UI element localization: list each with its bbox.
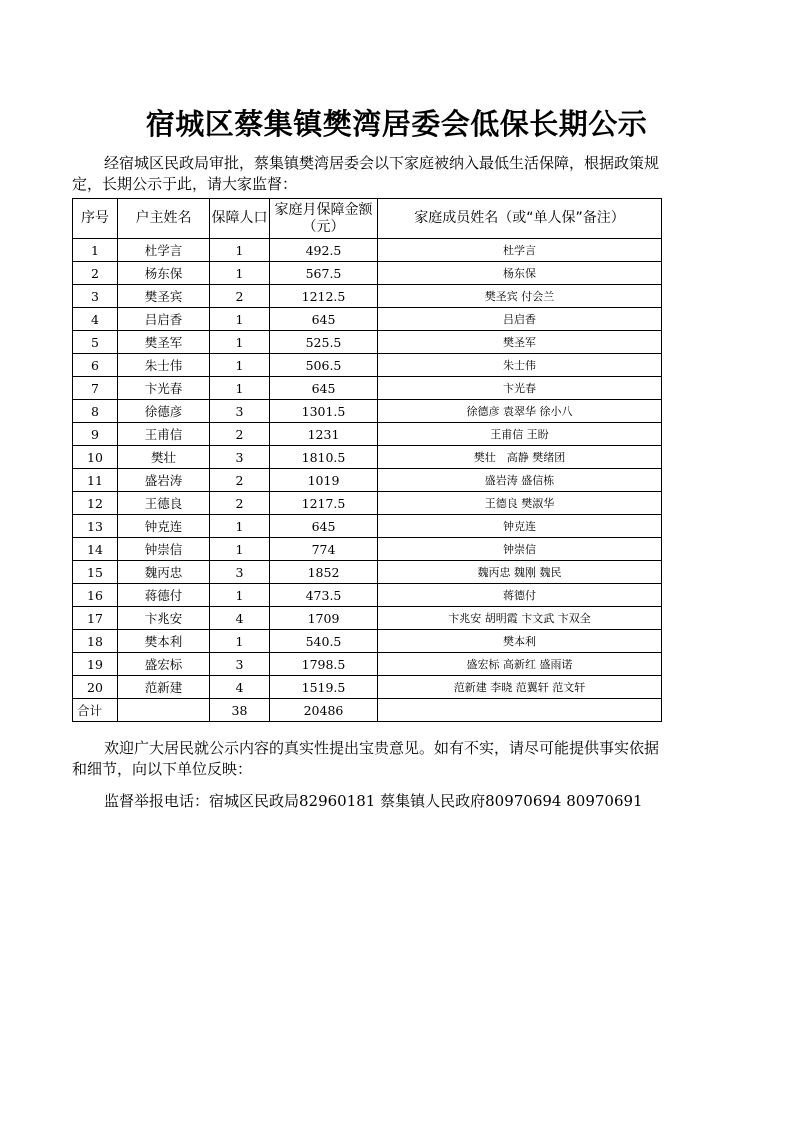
cell-members: 卞兆安 胡明霞 卞文武 卞双全: [378, 607, 662, 630]
table-row: [73, 423, 662, 446]
cell-amount: 1217.5: [270, 492, 378, 515]
table-row: [73, 331, 662, 354]
cell-amount: 1231: [270, 423, 378, 446]
table-body: [73, 239, 662, 722]
table-row: [73, 285, 662, 308]
cell-members: 杨东保: [378, 262, 662, 285]
total-label: 合计: [73, 699, 118, 722]
table-row: [73, 653, 662, 676]
table-row: [73, 492, 662, 515]
cell-people: 3: [210, 561, 270, 584]
table-row: [73, 469, 662, 492]
table-row: [73, 584, 662, 607]
cell-name: 徐德彦: [118, 400, 210, 423]
table-total-row: [73, 699, 662, 722]
cell-name: 杜学言: [118, 239, 210, 262]
total-empty-members: [378, 699, 662, 722]
cell-no: 11: [73, 469, 118, 492]
cell-members: 魏丙忠 魏刚 魏民: [378, 561, 662, 584]
cell-no: 3: [73, 285, 118, 308]
contact-line: 监督举报电话：宿城区民政局82960181 蔡集镇人民政府80970694 80970691: [104, 792, 643, 810]
cell-people: 2: [210, 492, 270, 515]
table-row: [73, 607, 662, 630]
cell-name: 盛岩涛: [118, 469, 210, 492]
cell-name: 钟克连: [118, 515, 210, 538]
total-people: 38: [210, 699, 270, 722]
cell-people: 1: [210, 262, 270, 285]
cell-members: 卞光春: [378, 377, 662, 400]
cell-people: 1: [210, 239, 270, 262]
cell-no: 2: [73, 262, 118, 285]
header-amount: 家庭月保障金额（元）: [270, 199, 378, 239]
cell-amount: 1852: [270, 561, 378, 584]
cell-members: 杜学言: [378, 239, 662, 262]
cell-people: 2: [210, 423, 270, 446]
cell-amount: 1212.5: [270, 285, 378, 308]
cell-amount: 473.5: [270, 584, 378, 607]
cell-people: 1: [210, 331, 270, 354]
intro-paragraph: 经宿城区民政局审批，蔡集镇樊湾居委会以下家庭被纳入最低生活保障，根据政策规定，长期公示于此，请大家监督：: [72, 154, 660, 193]
cell-no: 1: [73, 239, 118, 262]
cell-amount: 1810.5: [270, 446, 378, 469]
cell-no: 14: [73, 538, 118, 561]
cell-no: 19: [73, 653, 118, 676]
cell-people: 2: [210, 469, 270, 492]
total-empty-name: [118, 699, 210, 722]
cell-amount: 506.5: [270, 354, 378, 377]
table-row: [73, 630, 662, 653]
feedback-paragraph: 欢迎广大居民就公示内容的真实性提出宝贵意见。如有不实，请尽可能提供事实依据和细节，向以下单位反映：: [72, 739, 660, 778]
table-row: [73, 400, 662, 423]
header-members: 家庭成员姓名（或“单人保”备注）: [378, 199, 662, 239]
cell-name: 王甫信: [118, 423, 210, 446]
cell-name: 樊壮: [118, 446, 210, 469]
cell-no: 16: [73, 584, 118, 607]
cell-members: 盛宏标 高新红 盛雨诺: [378, 653, 662, 676]
table-row: [73, 262, 662, 285]
cell-people: 1: [210, 584, 270, 607]
cell-name: 卞光春: [118, 377, 210, 400]
cell-amount: 645: [270, 308, 378, 331]
cell-people: 4: [210, 676, 270, 699]
cell-name: 钟崇信: [118, 538, 210, 561]
cell-members: 王甫信 王盼: [378, 423, 662, 446]
cell-people: 1: [210, 354, 270, 377]
header-people: 保障人口: [210, 199, 270, 239]
cell-name: 杨东保: [118, 262, 210, 285]
cell-name: 王德良: [118, 492, 210, 515]
cell-people: 1: [210, 308, 270, 331]
subsidy-table: [72, 198, 662, 722]
total-amount: 20486: [270, 699, 378, 722]
cell-no: 18: [73, 630, 118, 653]
page-title: 宿城区蔡集镇樊湾居委会低保长期公示: [145, 107, 648, 141]
table-row: [73, 538, 662, 561]
cell-no: 8: [73, 400, 118, 423]
cell-members: 樊本利: [378, 630, 662, 653]
cell-members: 蒋德付: [378, 584, 662, 607]
cell-amount: 492.5: [270, 239, 378, 262]
cell-amount: 645: [270, 377, 378, 400]
cell-amount: 1301.5: [270, 400, 378, 423]
cell-members: 范新建 李晓 范翼轩 范文轩: [378, 676, 662, 699]
cell-amount: 1019: [270, 469, 378, 492]
cell-no: 4: [73, 308, 118, 331]
cell-name: 樊本利: [118, 630, 210, 653]
cell-amount: 774: [270, 538, 378, 561]
cell-people: 3: [210, 653, 270, 676]
header-name: 户主姓名: [118, 199, 210, 239]
cell-no: 17: [73, 607, 118, 630]
table-row: [73, 515, 662, 538]
cell-no: 13: [73, 515, 118, 538]
table-row: [73, 676, 662, 699]
cell-amount: 1798.5: [270, 653, 378, 676]
cell-amount: 645: [270, 515, 378, 538]
cell-amount: 567.5: [270, 262, 378, 285]
cell-no: 20: [73, 676, 118, 699]
cell-members: 钟克连: [378, 515, 662, 538]
table-row: [73, 446, 662, 469]
cell-members: 盛岩涛 盛信栋: [378, 469, 662, 492]
cell-people: 3: [210, 446, 270, 469]
table-row: [73, 308, 662, 331]
cell-people: 1: [210, 515, 270, 538]
cell-no: 12: [73, 492, 118, 515]
cell-people: 2: [210, 285, 270, 308]
cell-name: 樊圣军: [118, 331, 210, 354]
cell-no: 5: [73, 331, 118, 354]
cell-amount: 540.5: [270, 630, 378, 653]
cell-name: 蒋德付: [118, 584, 210, 607]
cell-amount: 1519.5: [270, 676, 378, 699]
cell-members: 吕启香: [378, 308, 662, 331]
cell-name: 范新建: [118, 676, 210, 699]
cell-no: 7: [73, 377, 118, 400]
cell-no: 6: [73, 354, 118, 377]
header-no: 序号: [73, 199, 118, 239]
cell-members: 樊圣宾 付会兰: [378, 285, 662, 308]
cell-members: 钟崇信: [378, 538, 662, 561]
cell-members: 朱士伟: [378, 354, 662, 377]
table-row: [73, 354, 662, 377]
cell-name: 盛宏标: [118, 653, 210, 676]
cell-amount: 525.5: [270, 331, 378, 354]
cell-members: 樊圣军: [378, 331, 662, 354]
table-row: [73, 377, 662, 400]
cell-members: 王德良 樊淑华: [378, 492, 662, 515]
cell-name: 樊圣宾: [118, 285, 210, 308]
cell-amount: 1709: [270, 607, 378, 630]
cell-members: 徐德彦 袁翠华 徐小八: [378, 400, 662, 423]
cell-people: 1: [210, 377, 270, 400]
cell-members: 樊壮 高静 樊绪团: [378, 446, 662, 469]
cell-people: 1: [210, 630, 270, 653]
cell-people: 3: [210, 400, 270, 423]
table-row: [73, 239, 662, 262]
cell-no: 10: [73, 446, 118, 469]
table-row: [73, 561, 662, 584]
cell-no: 15: [73, 561, 118, 584]
cell-name: 魏丙忠: [118, 561, 210, 584]
cell-name: 朱士伟: [118, 354, 210, 377]
cell-name: 卞兆安: [118, 607, 210, 630]
cell-no: 9: [73, 423, 118, 446]
cell-people: 1: [210, 538, 270, 561]
cell-people: 4: [210, 607, 270, 630]
table-header-row: [73, 199, 662, 239]
cell-name: 吕启香: [118, 308, 210, 331]
